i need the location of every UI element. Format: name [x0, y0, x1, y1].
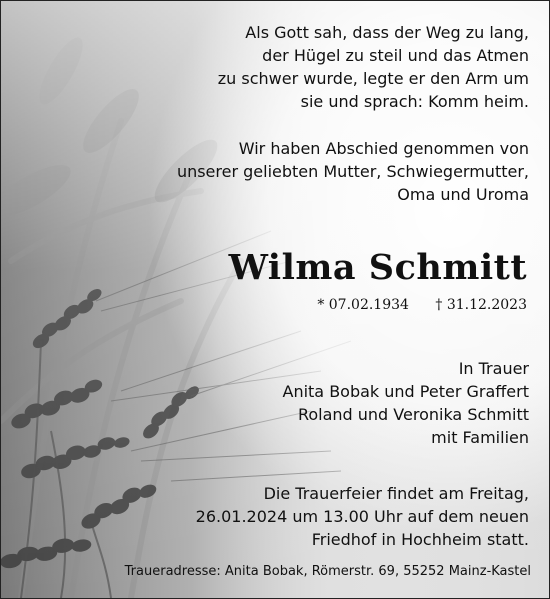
farewell-line: Oma und Uroma [397, 185, 529, 204]
quote-line: Als Gott sah, dass der Weg zu lang, [245, 23, 529, 42]
quote-line: sie und sprach: Komm heim. [300, 92, 529, 111]
quote-line: der Hügel zu steil und das Atmen [262, 46, 529, 65]
ceremony-line: Die Trauerfeier findet am Freitag, [263, 484, 529, 503]
life-dates [317, 297, 527, 313]
farewell-line: Wir haben Abschied genommen von [238, 139, 529, 158]
mourners-line: mit Familien [431, 428, 529, 447]
mourners-line: Anita Bobak und Peter Graffert [282, 382, 529, 401]
quote-line: zu schwer wurde, legte er den Arm um [217, 69, 529, 88]
death-date: † 31.12.2023 [435, 297, 527, 313]
ceremony-line: Friedhof in Hochheim statt. [311, 530, 529, 549]
ceremony-line: 26.01.2024 um 13.00 Uhr auf dem neuen [195, 507, 529, 526]
mourners-line: In Trauer [458, 359, 529, 378]
mourners-list [283, 357, 530, 449]
mourners-line: Roland und Veronika Schmitt [297, 405, 529, 424]
quote-verse [218, 21, 529, 113]
ceremony-notice [196, 482, 529, 551]
farewell-text [177, 137, 529, 206]
birth-date: * 07.02.1934 [317, 297, 409, 313]
mourning-address: Traueradresse: Anita Bobak, Römerstr. 69, 55252 Mainz-Kastel [124, 564, 531, 579]
farewell-line: unserer geliebten Mutter, Schwiegermutter, [176, 162, 529, 181]
deceased-name: Wilma Schmitt [228, 247, 527, 288]
